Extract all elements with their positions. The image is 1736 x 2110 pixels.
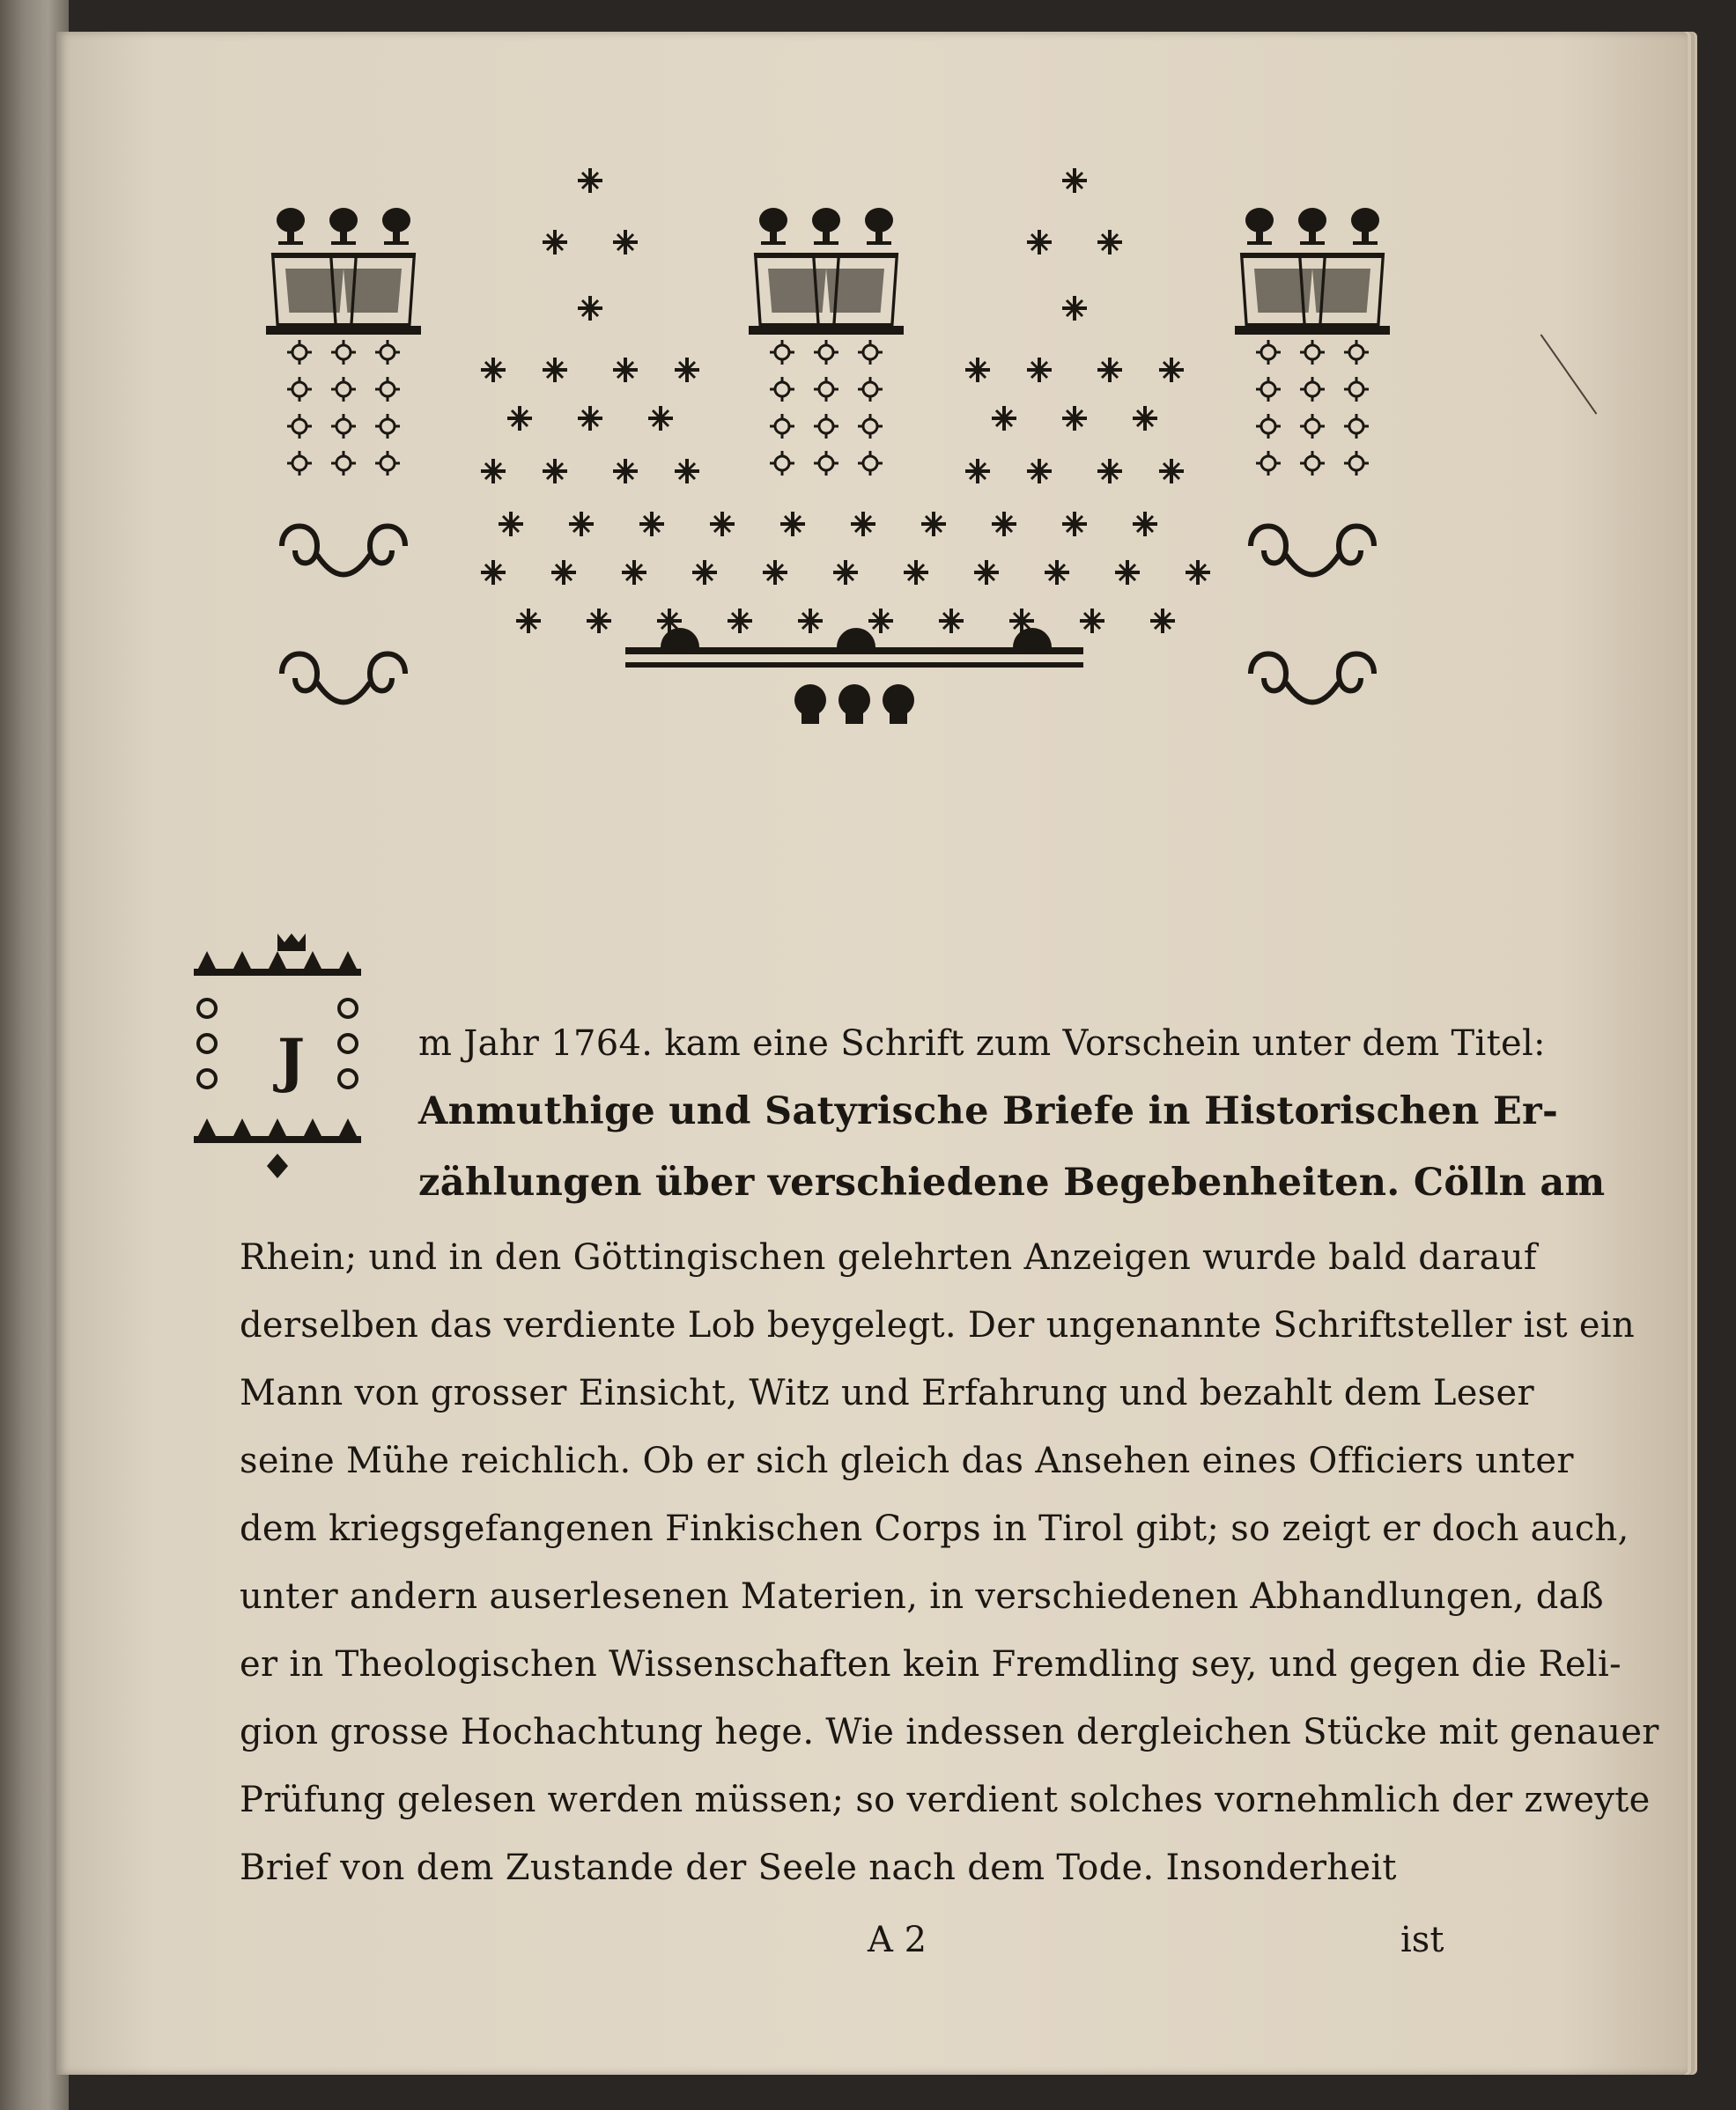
drop-cap-letter: J (277, 1026, 306, 1095)
text-line-2: Anmuthige und Satyrische Briefe in Historischen Er- (418, 1089, 1559, 1133)
text-line-3: zählungen über verschiedene Begebenheiten. Cölln am (418, 1161, 1606, 1205)
text-line-12: Prüfung gelesen werden müssen; so verdient solches vornehmlich der zweyte (240, 1780, 1651, 1820)
text-line-10: er in Theologischen Wissenschaften kein Fremdling sey, und gegen die Reli- (240, 1644, 1621, 1685)
text-line-5: derselben das verdiente Lob beygelegt. Der ungenannte Schriftsteller ist ein (240, 1305, 1636, 1346)
ornamental-headpiece-icon (238, 159, 1471, 740)
text-line-13: Brief von dem Zustande der Seele nach dem Tode. Insonderheit (240, 1848, 1397, 1888)
catchword: ist (1400, 1920, 1444, 1960)
text-line-11: gion grosse Hochachtung hege. Wie indessen dergleichen Stücke mit genauer (240, 1712, 1659, 1752)
text-line-7: seine Mühe reichlich. Ob er sich gleich das Ansehen eines Officiers unter (240, 1441, 1574, 1481)
text-line-8: dem kriegsgefangenen Finkischen Corps in Tirol gibt; so zeigt er doch auch, (240, 1509, 1629, 1549)
drop-cap (181, 925, 410, 1189)
text-line-9: unter andern auserlesenen Materien, in verschiedenen Abhandlungen, daß (240, 1576, 1604, 1617)
signature-mark: A 2 (868, 1920, 927, 1960)
text-line-1: m Jahr 1764. kam eine Schrift zum Vorschein unter dem Titel: (418, 1023, 1546, 1064)
text-line-6: Mann von grosser Einsicht, Witz und Erfahrung und bezahlt dem Leser (240, 1373, 1534, 1413)
text-line-4: Rhein; und in den Göttingischen gelehrten Anzeigen wurde bald darauf (240, 1237, 1537, 1278)
